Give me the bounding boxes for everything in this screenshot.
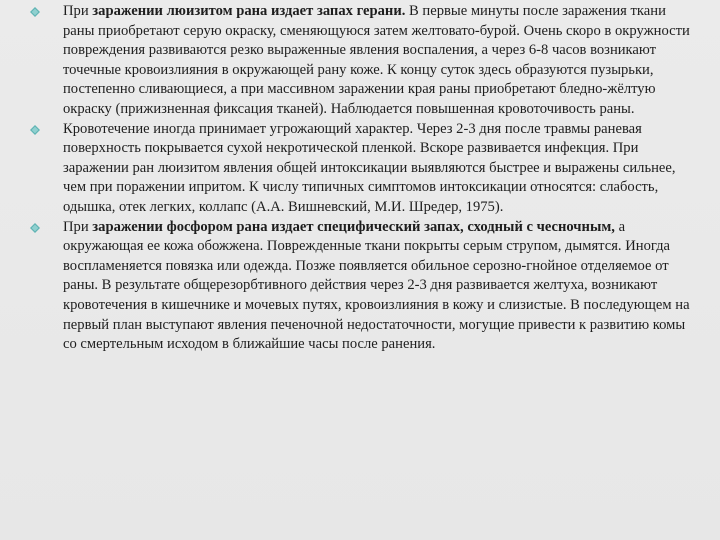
bullet-body-text: а окружающая ее кожа обожжена. Поврежденные ткани покрыты серым струпом, дымятся. Иногда воспламеняется повязка или одежда. Позже появляется обильное серозно-гнойное отделяемое от раны. В результате общерезорбтивного действия через 2-3 дня развивается желтуха, возникают кровотечения в кишечнике и мочевых путях, кровоизлияния в кожу и слизистые. В последующем на первый план выступают явления печеночной недостаточности, могущие привести к развитию комы со смертельным исходом в ближайшие часы после ранения. [63,218,690,353]
bullet-item-phosphorus [30,218,690,355]
bullet-item-lewisite [30,2,690,120]
bullet-item-bleeding [30,120,690,218]
bullet-lead-bold: заражении люизитом рана издает запах герани. [92,3,406,19]
teal-diamond-bullet-icon [30,223,40,233]
teal-diamond-bullet-icon [30,7,40,17]
bullet-lead-prefix: При [63,3,93,19]
teal-diamond-bullet-icon [30,125,40,135]
bullet-lead-bold: заражении фосфором рана издает специфический запах, сходный с чесночным, [92,218,615,235]
bullet-body-text: В первые минуты после заражения ткани раны приобретают серую окраску, сменяющуюся затем желтовато-бурой. Очень скоро в окружности повреждения развиваются резко выраженные явления воспаления, а через 6-8 часов возникают точечные кровоизлияния в окружающей рану коже. К концу суток здесь образуются пузырьки, постепенно сливающиеся, а при массивном заражении края раны приобретают бледно-жёлтую окраску (прижизненная фиксация тканей). Наблюдается повышенная кровоточивость раны. [63,3,690,117]
slide-content [30,2,690,355]
bullet-body-text: Кровотечение иногда принимает угрожающий характер. Через 2-3 дня после травмы раневая поверхность покрывается сухой некротической пленкой. Вскоре развивается инфекция. При заражении ран люизитом явления общей интоксикации выявляются быстрее и выражены сильнее, чем при поражении ипритом. К числу типичных симптомов интоксикации относятся: слабость, одышка, отек легких, коллапс (А.А. Вишневский, М.И. Шредер, 1975). [63,120,676,215]
bullet-list [30,2,690,355]
bullet-lead-prefix: При [63,218,93,235]
